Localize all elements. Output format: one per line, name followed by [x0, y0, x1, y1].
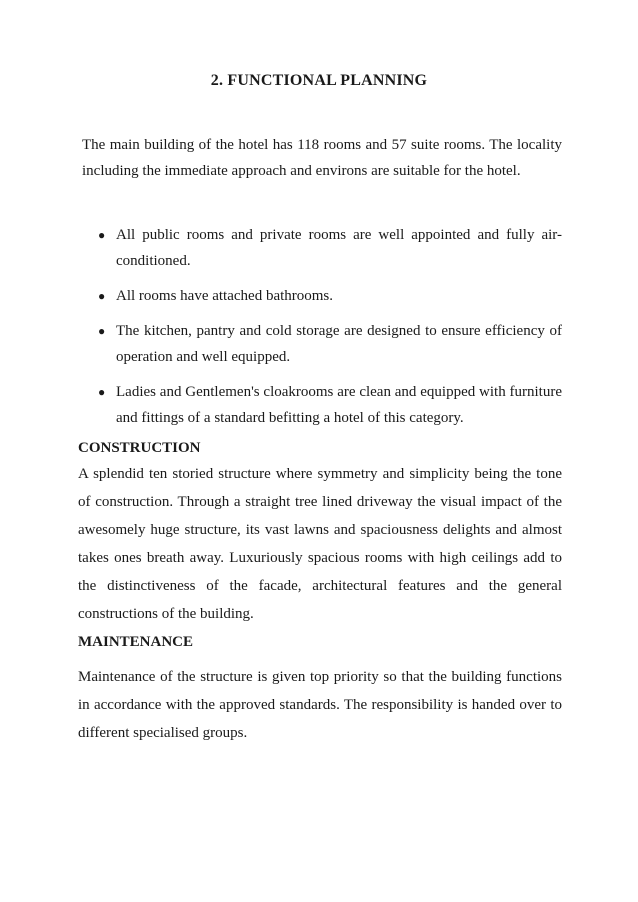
- construction-heading: CONSTRUCTION: [78, 440, 201, 456]
- intro-paragraph: The main building of the hotel has 118 rooms and 57 suite rooms. The locality including the immediate approach and environs are suitable for the hotel.: [82, 137, 562, 179]
- maintenance-paragraph: Maintenance of the structure is given top priority so that the building functions in accordance with the approved standards. The responsibility is handed over to different specialised groups.: [78, 669, 562, 741]
- bullet-icon: ●: [98, 324, 106, 338]
- list-item: ● All public rooms and private rooms are well appointed and fully air-conditioned.: [100, 222, 562, 274]
- bullet-icon: ●: [98, 289, 106, 303]
- list-item: ● The kitchen, pantry and cold storage are designed to ensure efficiency of operation and well equipped.: [100, 318, 562, 370]
- construction-paragraph: A splendid ten storied structure where symmetry and simplicity being the tone of construction. Through a straight tree lined driveway the visual impact of the awesomely huge structure, its vast lawns and spaciousness delights and almost takes ones breath away. Luxuriously spacious rooms with high ceilings add to the distinctiveness of the facade, architectural features and the general constructions of the building.: [78, 466, 562, 622]
- page-title: 2. FUNCTIONAL PLANNING: [210, 72, 428, 89]
- feature-list: [100, 222, 562, 440]
- maintenance-heading: MAINTENANCE: [78, 634, 194, 650]
- list-item: ● Ladies and Gentlemen's cloakrooms are clean and equipped with furniture and fittings of a standard befitting a hotel of this category.: [100, 379, 562, 431]
- bullet-icon: ●: [98, 228, 106, 242]
- bullet-icon: ●: [98, 385, 106, 399]
- list-item: ● All rooms have attached bathrooms.: [100, 283, 562, 309]
